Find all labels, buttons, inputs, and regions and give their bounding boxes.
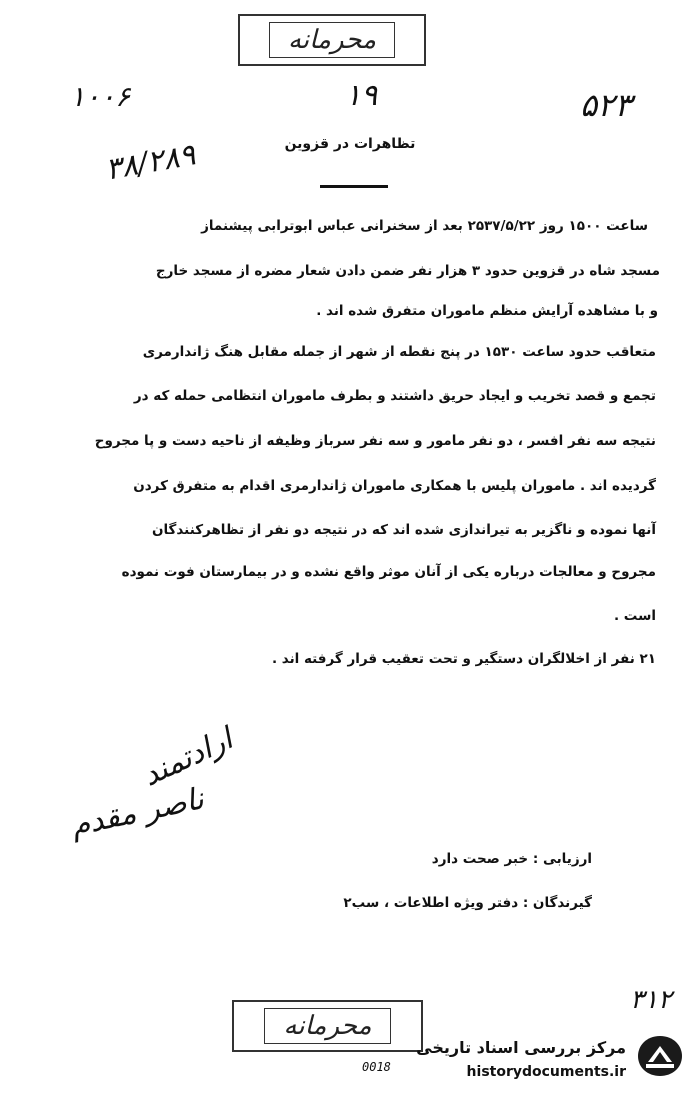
- title-underline: [320, 185, 388, 188]
- handwritten-page-number: ۳۱۲: [630, 985, 672, 1015]
- body-line: مجروح و معالجات درباره یکی از آنان موثر واقع نشده و در بیمارستان فوت نموده: [121, 564, 656, 580]
- confidential-stamp-bottom: [232, 1000, 423, 1052]
- body-line: ساعت ۱۵۰۰ روز ۲۵۳۷/۵/۲۲ بعد از سخنرانی عباس ابوترابی پیشنماز: [201, 218, 648, 234]
- body-line: نتیجه سه نفر افسر ، دو نفر مامور و سه نفر سرباز وظیفه از ناحیه دست و پا مجروح: [94, 433, 656, 449]
- body-line: آنها نموده و ناگزیر به تیراندازی شده اند که در نتیجه دو نفر از تظاهرکنندگان: [151, 522, 656, 538]
- document-number-right: ۵۲۳: [580, 86, 632, 124]
- confidential-stamp-top: [238, 14, 426, 66]
- document-title: تظاهرات در قزوین: [284, 136, 416, 152]
- confidential-stamp-text: محرمانه: [264, 1008, 390, 1044]
- body-line: گردیده اند . ماموران پلیس با همکاری ماموران ژاندارمری اقدام به متفرق کردن: [133, 478, 656, 494]
- document-number-left: ۱۰۰۶: [70, 80, 131, 113]
- body-line: متعاقب حدود ساعت ۱۵۳۰ در پنج نقطه از شهر از جمله مقابل هنگ ژاندارمری: [142, 344, 656, 360]
- document-number-center: ۱۹: [345, 78, 378, 113]
- body-line: و با مشاهده آرایش منظم ماموران متفرق شده اند .: [316, 303, 658, 319]
- handwritten-reference: ۳۸/۲۸۹: [102, 137, 199, 188]
- body-line: مسجد شاه در قزوین حدود ۳ هزار نفر ضمن دادن شعار مضره از مسجد خارج: [155, 263, 660, 279]
- signature-line-1: ارادتمند: [137, 721, 238, 794]
- body-line: ۲۱ نفر از اخلالگران دستگیر و تحت تعقیب قرار گرفته اند .: [271, 651, 656, 667]
- serial-number: 0018: [362, 1060, 391, 1074]
- evaluation-recipients: گیرندگان : دفتر ویژه اطلاعات ، سب۲: [343, 895, 592, 911]
- confidential-stamp-text: محرمانه: [269, 22, 395, 58]
- signature-line-2: ناصر مقدم: [67, 781, 207, 844]
- watermark-url: historydocuments.ir: [466, 1064, 626, 1080]
- evaluation-assessment: ارزیابی : خبر صحت دارد: [431, 851, 592, 867]
- body-line: تجمع و قصد تخریب و ایجاد حریق داشتند و بطرف ماموران انتظامی حمله که در: [133, 388, 656, 404]
- body-line: است .: [613, 608, 656, 624]
- archive-logo-icon: [634, 1032, 686, 1080]
- watermark-persian: مرکز بررسی اسناد تاریخی: [416, 1038, 626, 1057]
